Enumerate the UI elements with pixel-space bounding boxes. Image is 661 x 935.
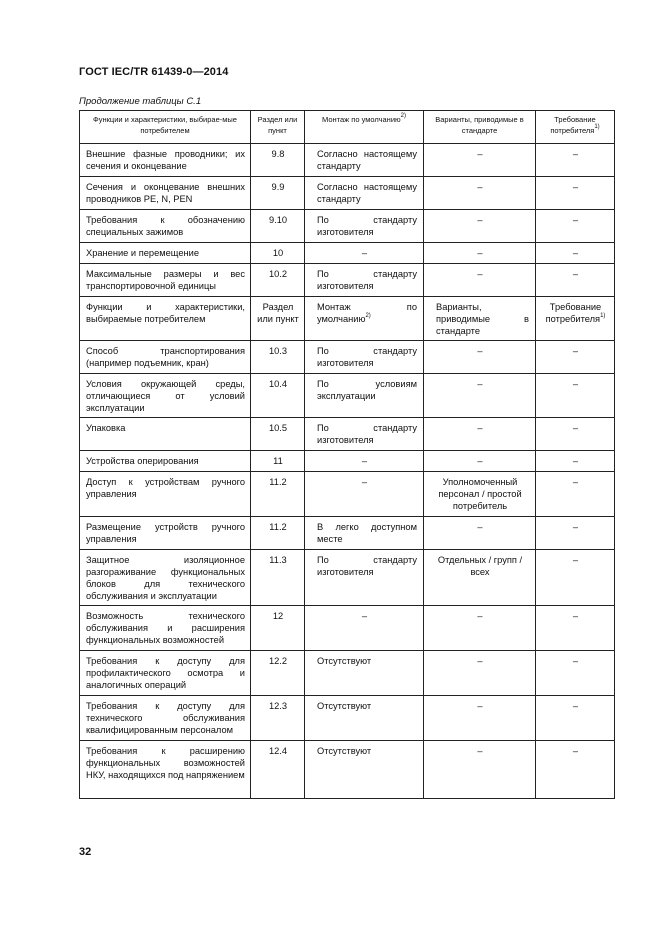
cell-variants: – [424, 264, 536, 297]
cell-variants: – [424, 374, 536, 418]
cell-variants: – [424, 517, 536, 550]
cell-func: Требования к доступу для технического обслуживания квалифицированным персоналом [80, 696, 251, 741]
table-row [80, 550, 615, 606]
table-row [80, 243, 615, 264]
cell-variants: – [424, 418, 536, 451]
cell-default: По стандарту изготовителя [305, 550, 424, 606]
page-number: 32 [79, 846, 92, 858]
footnote-mark: 1) [594, 124, 600, 130]
cell-func: Условия окружающей среды, отличающиеся от условий эксплуатации [80, 374, 251, 418]
cell-variants: – [424, 696, 536, 741]
cell-section: 10.4 [251, 374, 305, 418]
table-row [80, 517, 615, 550]
cell-func: Возможность технического обслуживания и расширения функциональных возможностей [80, 606, 251, 651]
cell-variants: – [424, 606, 536, 651]
cell-func: Способ транспортирования (например подъемник, кран) [80, 341, 251, 374]
cell-default: Согласно настоящему стандарту [305, 177, 424, 210]
cell-default: В легко доступном месте [305, 517, 424, 550]
cell-func: Хранение и перемещение [80, 243, 251, 264]
cell-default: Отсутствуют [305, 741, 424, 799]
cell-default: – [305, 606, 424, 651]
footnote-mark: 1) [600, 313, 606, 319]
table-row [80, 741, 615, 799]
cell-variants: Отдельных / групп / всех [424, 550, 536, 606]
cell-section: 11.2 [251, 472, 305, 517]
cell-variants: – [424, 177, 536, 210]
cell-section: 12.2 [251, 651, 305, 696]
cell-section: 10.2 [251, 264, 305, 297]
cell-section: 11 [251, 451, 305, 472]
cell-default: – [305, 243, 424, 264]
table-row [80, 341, 615, 374]
table-row [80, 606, 615, 651]
header-cell: Монтаж по умолчанию$^{2)}$ [305, 111, 424, 144]
repeat-header [80, 297, 615, 341]
cell-section: 10.5 [251, 418, 305, 451]
spec-table [79, 110, 615, 799]
cell-default: По стандарту изготовителя [305, 341, 424, 374]
cell-variants: Варианты, приводимые в стандарте [424, 297, 536, 341]
header-cell: Раздел или пункт [251, 111, 305, 144]
cell-func: Устройства оперирования [80, 451, 251, 472]
cell-default: – [305, 451, 424, 472]
cell-section: 9.8 [251, 144, 305, 177]
cell-variants: – [424, 144, 536, 177]
cell-requirement: – [536, 606, 615, 651]
cell-section: 11.2 [251, 517, 305, 550]
cell-default: Отсутствуют [305, 651, 424, 696]
cell-variants: – [424, 741, 536, 799]
cell-func: Защитное изоляционное разгораживание функциональных блоков для технического обслуживания и эксплуатации [80, 550, 251, 606]
cell-default: Согласно настоящему стандарту [305, 144, 424, 177]
cell-requirement: – [536, 451, 615, 472]
cell-variants: – [424, 210, 536, 243]
cell-func: Доступ к устройствам ручного управления [80, 472, 251, 517]
cell-section: 12 [251, 606, 305, 651]
table-header-row [80, 111, 615, 144]
cell-func: Сечения и оконцевание внешних проводников PE, N, PEN [80, 177, 251, 210]
cell-requirement: – [536, 517, 615, 550]
cell-default: Отсутствуют [305, 696, 424, 741]
cell-section: 9.10 [251, 210, 305, 243]
cell-variants: – [424, 243, 536, 264]
header-cell: Функции и характеристики, выбирае-мые потребителем [80, 111, 251, 144]
cell-variants: – [424, 341, 536, 374]
cell-variants: – [424, 651, 536, 696]
cell-func: Максимальные размеры и вес транспортировочной единицы [80, 264, 251, 297]
cell-requirement: – [536, 741, 615, 799]
cell-requirement: – [536, 374, 615, 418]
cell-section: 12.4 [251, 741, 305, 799]
table-row [80, 696, 615, 741]
document-title: ГОСТ IEC/TR 61439-0—2014 [79, 66, 229, 78]
table-body-a [80, 144, 615, 297]
cell-section: 11.3 [251, 550, 305, 606]
cell-func: Требования к доступу для профилактического осмотра и аналогичных операций [80, 651, 251, 696]
cell-func: Внешние фазные проводники; их сечения и оконцевание [80, 144, 251, 177]
cell-section: 10.3 [251, 341, 305, 374]
cell-requirement: – [536, 144, 615, 177]
cell-default: Монтаж по умолчанию$^{2)}$ [305, 297, 424, 341]
table-row [80, 264, 615, 297]
table-row [80, 418, 615, 451]
table-caption: Продолжение таблицы С.1 [79, 96, 202, 107]
cell-default: – [305, 472, 424, 517]
table-row [80, 472, 615, 517]
header-cell: Требование потребителя$^{1)}$ [536, 111, 615, 144]
cell-default: По стандарту изготовителя [305, 210, 424, 243]
cell-requirement: – [536, 696, 615, 741]
cell-requirement: – [536, 243, 615, 264]
cell-func: Упаковка [80, 418, 251, 451]
cell-requirement: – [536, 264, 615, 297]
table-row [80, 451, 615, 472]
table-row [80, 210, 615, 243]
cell-requirement: – [536, 550, 615, 606]
cell-requirement: – [536, 472, 615, 517]
cell-func: Функции и характеристики, выбираемые потребителем [80, 297, 251, 341]
cell-section: 10 [251, 243, 305, 264]
header-cell: Варианты, приводимые в стандарте [424, 111, 536, 144]
cell-section: 12.3 [251, 696, 305, 741]
cell-default: По условиям эксплуатации [305, 374, 424, 418]
cell-section: Раздел или пункт [251, 297, 305, 341]
cell-requirement: – [536, 418, 615, 451]
cell-func: Требования к обозначению специальных зажимов [80, 210, 251, 243]
cell-requirement: – [536, 341, 615, 374]
cell-variants: – [424, 451, 536, 472]
table-row [80, 651, 615, 696]
repeat-header-row [80, 297, 615, 341]
cell-requirement: – [536, 651, 615, 696]
table-row [80, 144, 615, 177]
cell-requirement: Требование потребителя$^{1)}$ [536, 297, 615, 341]
cell-func: Размещение устройств ручного управления [80, 517, 251, 550]
footnote-mark: 2) [365, 313, 371, 319]
cell-variants: Уполномоченный персонал / простой потребитель [424, 472, 536, 517]
cell-section: 9.9 [251, 177, 305, 210]
table-row [80, 177, 615, 210]
cell-func: Требования к расширению функциональных возможностей НКУ, находящихся под напряжением [80, 741, 251, 799]
footnote-mark: 2) [400, 113, 406, 119]
table-body-b [80, 341, 615, 799]
cell-default: По стандарту изготовителя [305, 418, 424, 451]
cell-default: По стандарту изготовителя [305, 264, 424, 297]
cell-requirement: – [536, 210, 615, 243]
cell-requirement: – [536, 177, 615, 210]
table-row [80, 374, 615, 418]
